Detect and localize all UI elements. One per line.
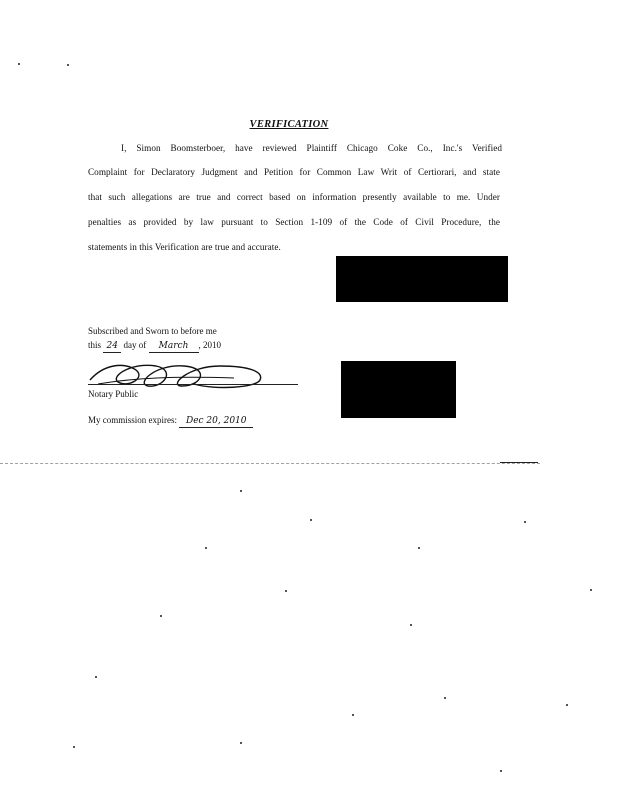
scan-speck <box>240 490 242 492</box>
scan-speck <box>205 547 207 549</box>
verification-title: VERIFICATION <box>249 119 329 130</box>
scan-speck <box>160 615 162 617</box>
commission-value: Dec 20, 2010 <box>179 416 253 428</box>
scan-speck <box>418 547 420 549</box>
commission-line <box>88 415 253 428</box>
notary-month-value: March <box>149 341 199 353</box>
scan-speck <box>352 714 354 716</box>
scan-artifact-rule <box>0 463 540 464</box>
scan-speck <box>95 676 97 678</box>
notary-day-of-text: day of <box>123 340 147 350</box>
scan-speck <box>410 624 412 626</box>
scan-speck <box>285 590 287 592</box>
scan-speck <box>18 63 20 65</box>
scan-speck <box>240 742 242 744</box>
body-line-5: statements in this Verification are true and accurate. <box>88 242 281 252</box>
scan-speck <box>500 770 502 772</box>
body-line-4: penalties as provided by law pursuant to Section 1-109 of the Code of Civil Procedure, the <box>88 217 500 227</box>
notary-subscribed-text: Subscribed and Sworn to before me <box>88 326 217 336</box>
body-line-2: Complaint for Declaratory Judgment and Petition for Common Law Writ of Certiorari, and state <box>88 167 500 177</box>
notary-signature-line <box>88 384 298 385</box>
redacted-notary-seal <box>341 361 456 418</box>
scan-artifact-rule-solid <box>500 462 538 463</box>
body-line-1: I, Simon Boomsterboer, have reviewed Plaintiff Chicago Coke Co., Inc.'s Verified <box>121 143 502 153</box>
scan-speck <box>73 746 75 748</box>
scan-speck <box>444 697 446 699</box>
scan-speck <box>67 64 69 66</box>
notary-day-value: 24 <box>103 341 121 353</box>
scan-speck <box>566 704 568 706</box>
commission-label: My commission expires: <box>88 415 177 425</box>
body-line-3: that such allegations are true and correct based on information presently available to me. Under <box>88 192 500 202</box>
scan-speck <box>590 589 592 591</box>
redacted-signature-block <box>336 256 508 302</box>
scan-speck <box>524 521 526 523</box>
notary-year-text: , 2010 <box>198 340 222 350</box>
notary-public-label: Notary Public <box>88 389 139 399</box>
notary-date-line <box>88 340 221 353</box>
notary-this-text: this <box>88 340 102 350</box>
scan-speck <box>310 519 312 521</box>
